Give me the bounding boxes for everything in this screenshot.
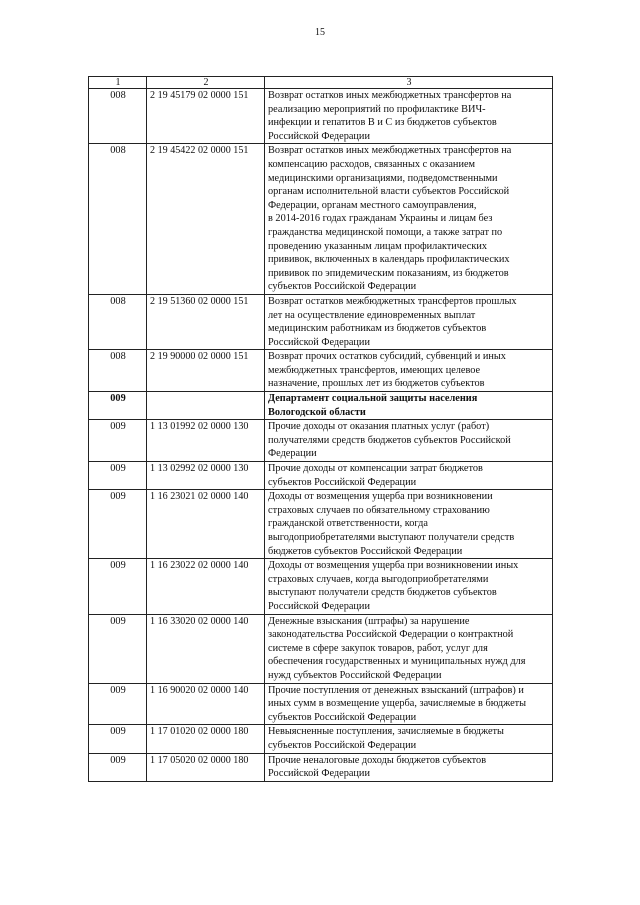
table-row: [89, 89, 553, 144]
cell-admin-code: 009: [89, 559, 147, 614]
cell-admin-code: 008: [89, 294, 147, 349]
cell-revenue-name: Прочие неналоговые доходы бюджетов субъектов Российской Федерации: [265, 753, 553, 781]
cell-admin-code: 009: [89, 462, 147, 490]
table-row: [89, 753, 553, 781]
table-row: [89, 683, 553, 725]
cell-budget-classification-code: 1 17 01020 02 0000 180: [147, 725, 265, 753]
cell-budget-classification-code: 2 19 51360 02 0000 151: [147, 294, 265, 349]
cell-admin-code: 009: [89, 614, 147, 683]
cell-revenue-name: Доходы от возмещения ущерба при возникновении иных страховых случаев, когда выгодоприобретателями выступают получатели средств бюджетов субъектов Российской Федерации: [265, 559, 553, 614]
cell-admin-code: 009: [89, 683, 147, 725]
cell-admin-code: 008: [89, 144, 147, 295]
table-row: [89, 462, 553, 490]
table-row: [89, 350, 553, 392]
cell-budget-classification-code: 2 19 90000 02 0000 151: [147, 350, 265, 392]
cell-revenue-name: Возврат остатков иных межбюджетных трансфертов на реализацию мероприятий по профилактике ВИЧ- инфекции и гепатитов В и С из бюджетов субъектов Российской Федерации: [265, 89, 553, 144]
cell-revenue-name: Департамент социальной защиты населения Вологодской области: [265, 392, 553, 420]
cell-admin-code: 008: [89, 350, 147, 392]
cell-revenue-name: Прочие доходы от компенсации затрат бюджетов субъектов Российской Федерации: [265, 462, 553, 490]
header-col-3: 3: [265, 77, 553, 89]
cell-budget-classification-code: [147, 392, 265, 420]
cell-budget-classification-code: 1 13 01992 02 0000 130: [147, 420, 265, 462]
cell-revenue-name: Возврат остатков межбюджетных трансфертов прошлых лет на осуществление единовременных выплат медицинским работникам из бюджетов субъектов Российской Федерации: [265, 294, 553, 349]
cell-revenue-name: Прочие поступления от денежных взысканий (штрафов) и иных сумм в возмещение ущерба, зачисляемые в бюджеты субъектов Российской Федерации: [265, 683, 553, 725]
header-col-1: 1: [89, 77, 147, 89]
cell-admin-code: 008: [89, 89, 147, 144]
table-row: [89, 559, 553, 614]
header-col-2: 2: [147, 77, 265, 89]
cell-budget-classification-code: 2 19 45179 02 0000 151: [147, 89, 265, 144]
cell-budget-classification-code: 1 16 23022 02 0000 140: [147, 559, 265, 614]
cell-admin-code: 009: [89, 490, 147, 559]
cell-revenue-name: Денежные взыскания (штрафы) за нарушение законодательства Российской Федерации о контрактной системе в сфере закупок товаров, работ, услуг для обеспечения государственных и муниципальных нужд для нужд субъектов Российской Федерации: [265, 614, 553, 683]
section-header-row: [89, 392, 553, 420]
cell-revenue-name: Возврат остатков иных межбюджетных трансфертов на компенсацию расходов, связанных с оказанием медицинскими организациями, подведомственными органам исполнительной власти субъектов Российской Федерации, органам местного самоуправления, в 2014-2016 годах гражданам Украины и лицам без гражданства медицинской помощи, а также затрат по проведению указанным лицам профилактических прививок, включенных в календарь профилактических прививок по эпидемическим показаниям, из бюджетов субъектов Российской Федерации: [265, 144, 553, 295]
cell-revenue-name: Возврат прочих остатков субсидий, субвенций и иных межбюджетных трансфертов, имеющих целевое назначение, прошлых лет из бюджетов субъектов: [265, 350, 553, 392]
cell-revenue-name: Невыясненные поступления, зачисляемые в бюджеты субъектов Российской Федерации: [265, 725, 553, 753]
cell-budget-classification-code: 1 16 23021 02 0000 140: [147, 490, 265, 559]
cell-budget-classification-code: 1 13 02992 02 0000 130: [147, 462, 265, 490]
cell-revenue-name: Прочие доходы от оказания платных услуг (работ) получателями средств бюджетов субъектов Российской Федерации: [265, 420, 553, 462]
table-row: [89, 144, 553, 295]
cell-admin-code: 009: [89, 725, 147, 753]
cell-admin-code: 009: [89, 420, 147, 462]
cell-admin-code: 009: [89, 753, 147, 781]
cell-budget-classification-code: 1 16 33020 02 0000 140: [147, 614, 265, 683]
revenue-codes-table: [88, 76, 553, 782]
cell-budget-classification-code: 1 17 05020 02 0000 180: [147, 753, 265, 781]
cell-budget-classification-code: 2 19 45422 02 0000 151: [147, 144, 265, 295]
cell-budget-classification-code: 1 16 90020 02 0000 140: [147, 683, 265, 725]
table-row: [89, 420, 553, 462]
page-number: 15: [315, 27, 325, 38]
table-row: [89, 294, 553, 349]
table-row: [89, 490, 553, 559]
cell-admin-code: 009: [89, 392, 147, 420]
table-row: [89, 725, 553, 753]
cell-revenue-name: Доходы от возмещения ущерба при возникновении страховых случаев по обязательному страхованию гражданской ответственности, когда выгодоприобретателями выступают получатели средств бюджетов субъектов Российской Федерации: [265, 490, 553, 559]
table-row: [89, 614, 553, 683]
table-header-row: [89, 77, 553, 89]
